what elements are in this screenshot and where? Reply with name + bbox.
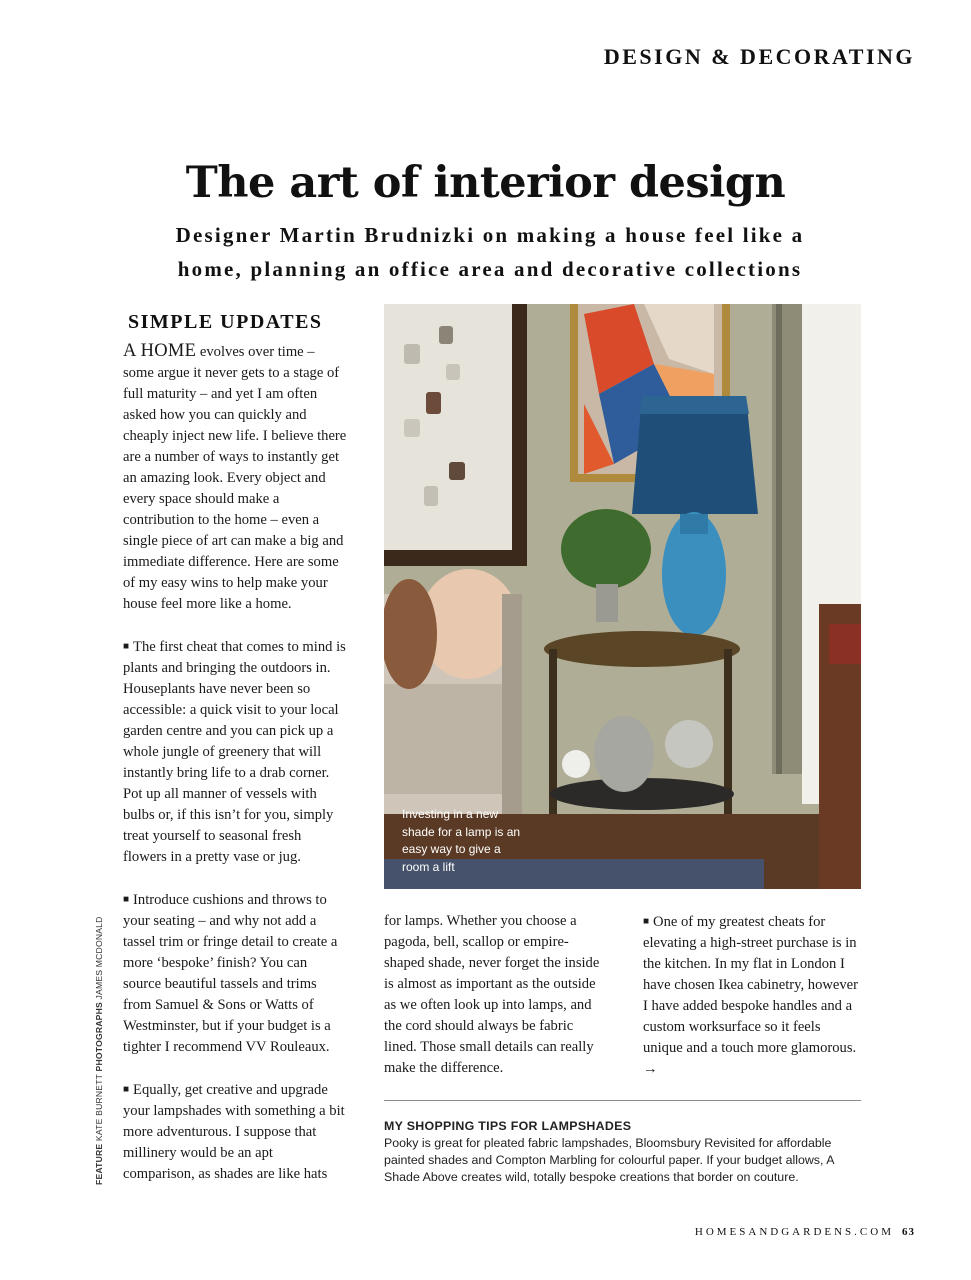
shopping-tips-body: Pooky is great for pleated fabric lampshades, Bloomsbury Revisited for affordable painted shades and Compton Marbling for colourful paper. If your budget allows, A Shade Above creates wild, totally bespoke creations that border on couture. [384, 1136, 834, 1184]
lampshade-continued: for lamps. Whether you choose a pagoda, bell, scallop or empire-shaped shade, never forget the inside is almost as important as the outside as we often look up into lamps, and the cord should always be fabric lined. Those small details can really make the difference. [384, 913, 600, 1076]
column-three [643, 911, 861, 1101]
column-two [384, 911, 602, 1100]
photo-caption: Investing in a new shade for a lamp is an easy way to give a room a lift [402, 807, 521, 874]
tip-lampshades-text: Equally, get creative and upgrade your lampshades with something a bit more adventurous. I suppose that millinery would be an apt comparison, as shades are like hats [123, 1082, 345, 1182]
tip-cushions-text: Introduce cushions and throws to your seating – and why not add a tassel trim or fringe detail to create a more ‘bespoke’ finish? You can source beautiful tassels and trims from Samuel & Sons or Watts of Westminster, but if your budget is a tighter I recommend VV Rouleaux. [123, 892, 338, 1055]
dropcap: A HOME [123, 341, 197, 361]
intro-text: evolves over time – some argue it never gets to a stage of full maturity – and yet I am often asked how you can quickly and cheaply inject new life. I believe there are a number of ways to instantly get an amazing look. Every object and every space should make a contribution to the home – even a single piece of art can make a big and immediate difference. Here are some of my easy wins to help make your house feel more like a home. [123, 344, 347, 612]
credit-feature-label: FEATURE [94, 1143, 104, 1185]
bullet-icon: ■ [123, 1084, 130, 1095]
page-footer [695, 1226, 915, 1238]
feature-photo [384, 304, 861, 889]
page-number: 63 [902, 1226, 915, 1238]
tip-plants [123, 636, 347, 868]
bullet-icon: ■ [643, 916, 650, 927]
footer-site: HOMESANDGARDENS.COM [694, 1226, 894, 1238]
divider [384, 1100, 861, 1101]
tip-cushions [123, 889, 347, 1058]
photo-credit [94, 916, 104, 1185]
bullet-icon: ■ [123, 894, 130, 905]
continue-arrow-icon: → [643, 1061, 658, 1077]
tip-plants-text: The first cheat that comes to mind is plants and bringing the outdoors in. Houseplants have never been so accessible: a quick visit to your local garden centre and you can pick up a whole jungle of greenery that will instantly bring life to a drab corner. Pot up all manner of vessels with bulbs or, if this isn’t for you, simply treat yourself to seasonal fresh flowers in a pretty vase or jug. [123, 639, 346, 865]
tip-lampshades [123, 1079, 347, 1185]
article-standfirst: Designer Martin Brudnizki on making a house feel like a home, planning an office area and decorative collections [175, 223, 805, 281]
shopping-tips-box [384, 1118, 864, 1186]
column-one [123, 312, 347, 1206]
section-label: DESIGN & DECORATING [603, 44, 915, 69]
intro-paragraph [123, 341, 347, 615]
photo-illustration [384, 304, 861, 889]
tip-kitchen [643, 911, 861, 1080]
article-title: The art of interior design [185, 158, 786, 208]
credit-feature-name: KATE BURNETT [94, 1074, 104, 1142]
credit-photos-label: PHOTOGRAPHS [94, 1002, 104, 1072]
bullet-icon: ■ [123, 641, 130, 652]
shopping-tips-title: MY SHOPPING TIPS FOR LAMPSHADES [384, 1119, 632, 1133]
credit-photos-name: JAMES MCDONALD [94, 916, 104, 1000]
subhead: SIMPLE UPDATES [128, 311, 323, 333]
tip-kitchen-text: One of my greatest cheats for elevating a high-street purchase is in the kitchen. In my flat in London I have chosen Ikea cabinetry, however I have added bespoke handles and a custom worksurface so it feels unique and a touch more glamorous. [643, 914, 859, 1056]
